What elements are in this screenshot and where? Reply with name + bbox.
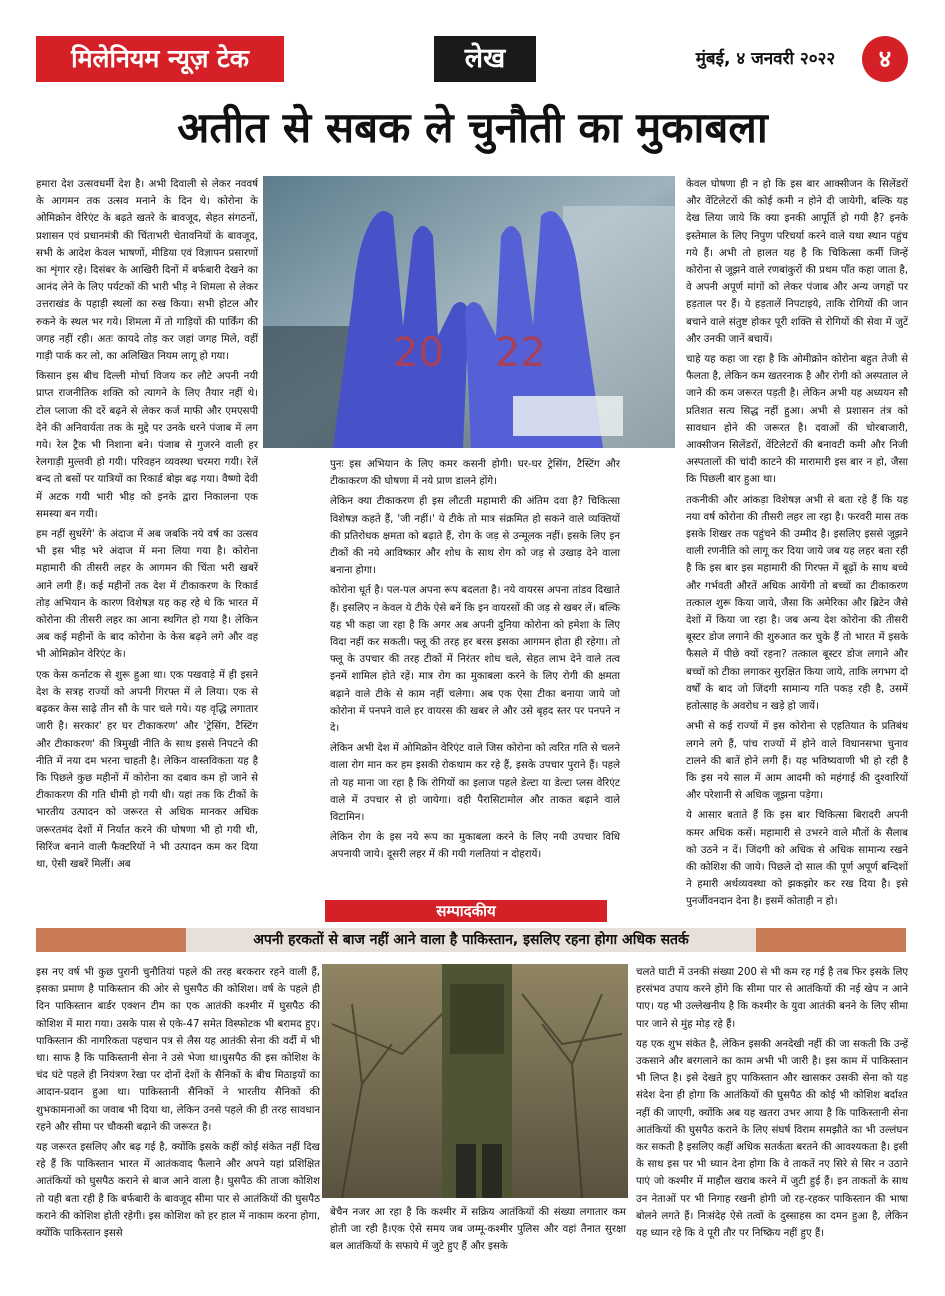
paragraph: यह एक शुभ संकेत है, लेकिन इसकी अनदेखी नहीं की जा सकती कि उन्हें उकसाने और बरगलाने का काम अभी भी जारी है। इस काम में पाकिस्तान भी लिप्त है। इसे देखते हुए पाकिस्तान और खासकर उसकी सेना को यह संदेश देना ही होगा कि आतंकियों की घुसपैठ की कोई भी कोशिश बर्दाश्त नहीं की जाएगी, क्योंकि अब यह खतरा उभर आया है कि पाकिस्तानी सेना आतंकियों की घुसपैठ कराने के लिए संघर्ष विराम समझौते का भी उल्लंघन कर सकती है इसलिए कहीं अधिक सतर्कता बरतने की आवश्यकता है। इसी के साथ इस पर भी ध्यान देना होगा कि वे ताकतें नए सिरे से सिर न उठाने पाएं जो कश्मीर में माहौल खराब करने में जुटी हुई हैं। इन ताकतों के साथ उन नेताओं पर भी निगाह रखनी होगी जो रह-रहकर पाकिस्तान की भाषा बोलने लगते हैं। निःसंदेह ऐसे तत्वों के दुस्साहस का दमन हुआ है, लेकिन यह ध्यान रहे कि वे पूरी तौर पर निष्क्रिय नहीं हुए हैं। (636, 1038, 908, 1240)
paragraph: बेचैन नजर आ रहा है कि कश्मीर में सक्रिय आतंकियों की संख्या लगातार कम होती जा रही है।एक ऐसे समय जब जम्मू-कश्मीर पुलिस और वहां तैनात सुरक्षा बल आतंकियों के सफाये में जुटे हुए हैं और इसके (330, 1207, 626, 1253)
paragraph: तकनीकी और आंकड़ा विशेषज्ञ अभी से बता रहे हैं कि यह नया वर्ष कोरोना की तीसरी लहर ला रहा है। फरवरी मास तक इसके शिखर तक पहुंचने की उम्मीद है। इसलिए इससे जूझने वाली रणनीति को लागू कर दिया जाये जब यह लहर बता रही है कि इस बार इस महामारी की गिरफ्त में बूढ़ों के साथ बच्चे और गर्भवती औरतें अधिक आयेंगी तो बच्चों का टीकाकरण तत्काल शुरू किया जाये, जैसा कि अमेरिका और ब्रिटेन जैसे देशों में किया जा रहा है। जब अन्य देश कोरोना की तीसरी बूस्टर डोज लगाने की शुरुआत कर चुके हैं तो भारत में इसके फैसले में पीछे क्यों रहना? तत्काल बूस्टर डोज लगाने और बच्चों को टीका लगाकर सुरक्षित किया जाये, ताकि लगभग दो वर्षों के बाद जो जिंदगी सामान्य गति पकड़ रही है, उसमें हतोत्साह के अवरोध न खड़े हो जायें। (686, 494, 908, 713)
paragraph: लेकिन अभी देश में ओमिक्रोन वेरिएंट वाले जिस कोरोना को त्वरित गति से चलने वाला रोग मान कर हम इसकी रोकथाम कर रहे हैं, इसके उपचार पुराने हैं। पहले तो यह माना जा रहा है कि रोगियों का इलाज पहले डेल्टा या डेल्टा प्लस वेरिएंट वाले में उपचार से हो जायेगा। वही पैरासिटामोल और ताकत बढ़ाने वाले विटामिन। (330, 743, 620, 824)
article-column-2 (330, 456, 620, 892)
editorial-banner: सम्पादकीय (325, 900, 607, 922)
editorial-column-1 (36, 964, 320, 1254)
editorial-column-3 (636, 964, 908, 1254)
article-column-1 (36, 176, 258, 892)
paragraph: लेकिन क्या टीकाकरण ही इस लौटती महामारी की अंतिम दवा है? चिकित्सा विशेषज्ञ कहते हैं, 'जी नहीं।' ये टीके तो मात्र संक्रमित हो सकने वाले व्यक्तियों की प्रतिरोधक क्षमता को बढ़ाते हैं, रोग के जड़ से उन्मूलक नहीं। इसके लिए इन टीकों की नये आविष्कार और शोध के साथ रोग को जड़ से उखाड़ देने वाला बनाना होगा। (330, 496, 620, 577)
paragraph: चाहे यह कहा जा रहा है कि ओमीक्रोन कोरोना बहुत तेजी से फैलता है, लेकिन कम खतरनाक है और रोगी को अस्पताल ले जाने की कम जरूरत पड़ती है। लेकिन अभी यह अध्ययन सौ प्रतिशत सत्य सिद्ध नहीं हुआ। अभी से प्रशासन तंत्र को सावधान होने की जरूरत है। दवाओं की चोरबाजारी, आक्सीजन सिलेंडरों, वेंटिलेटरों की बनावटी कमी और निजी अस्पतालों की चांदी काटने की मारामारी इस बार न हो, जैसा कि पिछली बार हुआ था। (686, 354, 908, 486)
article-headline: अतीत से सबक ले चुनौती का मुकाबला (177, 103, 768, 152)
glove-writing-left: 20 (393, 330, 444, 376)
newspaper-name: मिलेनियम न्यूज़ टेक (36, 36, 284, 82)
paragraph: हमारा देश उत्सवधर्मी देश है। अभी दिवाली से लेकर नववर्ष के आगमन तक उत्सव मनाने के दिन थे। कोरोना के ओमिक्रोन वेरिएंट के बढ़ते खतरे के बावजूद, सेहत संगठनों, प्रशासन एवं प्रधानमंत्री की चिंताभरी चेतावनियों के बावजूद, सभी के आदेश केवल भाषणों, मीडिया एवं विज्ञापन प्रसारणों का शृंगार रहे। दिसंबर के आखिरी दिनों में बर्फबारी देखने का आनंद लेने के लिए पर्यटकों की भारी भीड़ ने शिमला से लेकर उत्तराखंड के पहाड़ी स्थलों का रुख किया। सभी होटल और रुकने के स्थल भर गये। शिमला में तो गाड़ियों की पार्किंग की जगह नहीं रही। अतः कायदे तोड़ कर जहां जगह मिले, वहीं गाड़ी पार्क कर लो, का अलिखित नियम लागू हो गया। (36, 179, 258, 363)
paragraph: कोरोना धूर्त है। पल-पल अपना रूप बदलता है। नये वायरस अपना तांडव दिखाते हैं। इसलिए न केवल ये टीके ऐसे बनें कि इन वायरसों की जड़ से खबर लें। बल्कि यह भी कहा जा रहा है कि अगर अब अपनी दुनिया कोरोना को हमेशा के लिए विदा नहीं कर सकती। फ्लू की तरह हर बरस इसका आगमन होता ही रहेगा। तो फ्लू के उपचार की तरह टीकों में निरंतर शोध चले, सेहत लाभ देने वाले तत्व इनमें शामिल होते रहें। मात्र रोग का मुकाबला करने के लिए रोगी की क्षमता बढ़ाने वाले टीके से काम नहीं चलेगा। अब एक ऐसा टीका बनाया जाये जो कोरोना में पनपने वाले हर वायरस की खबर ले और उसे बृहद स्तर पर पनपने न दे। (330, 585, 620, 735)
covid-gloves-photo (263, 176, 675, 448)
paragraph: अभी से कई राज्यों में इस कोरोना से एहतियात के प्रतिबंध लगने लगे हैं, पांच राज्यों में होने वाले विधानसभा चुनाव टालने की बातें होने लगी हैं। यह भविष्यवाणी भी हो रही है कि इस नये साल में आम आदमी को महंगाई की दुश्वारियों और परेशानी से अधिक जूझना पड़ेगा। (686, 721, 908, 802)
dateline: मुंबई, ४ जनवरी २०२२ (695, 49, 836, 69)
section-label: लेख (434, 36, 536, 82)
paragraph: हम नहीं सुधरेंगे' के अंदाज में अब जबकि नये वर्ष का उत्सव भी इस भीड़ भरे अंदाज में मना लिया गया है। कोरोना महामारी की तीसरी लहर के आगमन की चिंता भरी खबरें आने लगी हैं। कई महीनों तक देश में टीकाकरण के रिकार्ड तोड़ अभियान के कारण विशेषज्ञ यह कह रहे थे कि भारत में कोरोना की तीसरी लहर का आना स्थगित हो गया है। लेकिन अब कई महीनों के बाद कोरोना के केस बढ़ने लगे और वह भी ओमिक्रोन वेरिएंट के। (36, 529, 258, 661)
paragraph: इस नए वर्ष भी कुछ पुरानी चुनौतियां पहले की तरह बरकरार रहने वाली हैं, इसका प्रमाण है पाकिस्तान की ओर से घुसपैठ की कोशिश। वर्ष के पहले ही दिन पाकिस्तान बार्डर एक्शन टीम का एक आतंकी कश्मीर में घुसपैठ की कोशिश में मारा गया। उसके पास से एके-47 समेत विस्फोटक भी बरामद हुए। पाकिस्तान की नागरिकता पहचान पत्र से लैस यह आतंकी सेना की वर्दी में भी था। साफ है कि पाकिस्तानी सेना ने उसे भेजा था।घुसपैठ की इस कोशिश के चंद घंटे पहले ही नियंत्रण रेखा पर दोनों देशों के सैनिकों के बीच मिठाइयों का आदान-प्रदान हुआ था। पाकिस्तानी सैनिकों ने भारतीय सैनिकों की शुभकामनाओं का जवाब भी दिया था, लेकिन उनसे पहले की ही तरह सावधान रहने और सीमा पर चौकसी बढ़ाने की जरूरत है। (36, 967, 320, 1133)
article-column-3 (686, 176, 908, 908)
paragraph: ये आसार बताते हैं कि इस बार चिकित्सा बिरादरी अपनी कमर अधिक कसें। महामारी से उभरने वाले मौतों के सैलाब को उठने न दें। जिंदगी को अधिक से अधिक सामान्य रखने की कोशिश की जाये। पिछले दो साल की पूर्ण अपूर्ण बन्दिशों ने हमारी अर्थव्यवस्था को झकझोर कर रख दिया है। इसे पुनर्जीवनदान देना है। इसमें कोताही न हो। (686, 810, 908, 908)
paragraph: किसान इस बीच दिल्ली मोर्चा विजय कर लौटे अपनी नयी प्राप्त राजनीतिक शक्ति को त्यागने के लिए तैयार नहीं थे। टोल प्लाजा की दरें बढ़ने से लेकर कर्ज माफी और एमएसपी देने की अनिवार्यता तक के मुद्दे पर उनके धरने पंजाब में लग गये। रेल ट्रैक भी निशाना बने। पंजाब से गुजरने वाली हर रेलगाड़ी मुल्तवी हो गयी। परिवहन व्यवस्था चरमरा गयी। रेलें बन्द तो बसों पर यात्रियों का रिकार्ड बोझ बढ़ गया। वैष्णो देवी में अटक गयी भारी भीड़ को इनके द्वारा निकालना एक समस्या बन गयी। (36, 371, 258, 520)
paragraph: चलते घाटी में उनकी संख्या 200 से भी कम रह गई है तब फिर इसके लिए हरसंभव उपाय करने होंगे कि सीमा पार से आतंकियों की नई खेप न आने पाए। यह भी उल्लेखनीय है कि कश्मीर के युवा आतंकी बनने के लिए सीमा पार जाने से मुंह मोड़ रहे हैं। (636, 967, 908, 1030)
paragraph: एक केस कर्नाटक से शुरू हुआ था। एक पखवाड़े में ही इसने देश के सत्रह राज्यों को अपनी गिरफ्त में ले लिया। एक से बढ़कर केस साढ़े तीन सौ के पार चले गये। यह वृद्धि लगातार जारी है। सरकार' हर घर टीकाकरण' और 'ट्रेसिंग, टैस्टिंग और टीकाकरण' की त्रिमुखी नीति के साथ इससे निपटने की नीति में नया दम भरना चाहती है। लेकिन वास्तविकता यह है कि पिछले कुछ महीनों में कोरोना का दबाव कम हो जाने से टीकाकरण की गति धीमी हो गयी थी। यहां तक कि टीकों के भारतीय उत्पादन को जरूरत से अधिक मानकर अधिक जरूरतमंद देशों में निर्यात करने की घोषणा भी हो गयी थी, सिरिंज बनाने वाली फैक्टरियों ने भी उत्पादन कम कर दिया था, ऐसी खबरें मिलीं। अब (36, 669, 258, 870)
page-number: ४ (862, 36, 908, 82)
paragraph: केवल घोषणा ही न हो कि इस बार आक्सीजन के सिलेंडरों और वेंटिलेटरों की कोई कमी न होने दी जायेगी, बल्कि यह देख लिया जाये कि क्या इनकी आपूर्ति हो गयी है? इनके इस्तेमाल के लिए निपुण परिचर्या करने वाले यथा स्थान पहुंच गये हैं। अभी तो हालत यह है कि चिकित्सा कर्मी जिन्हें कोरोना से जूझने वाले रणबांकुरों की प्रथम पाँत कहा जाता है, वे अपनी अपूर्ण मांगों को लेकर पंजाब और अन्य जगहों पर हड़ताल पर हैं। ये हड़तालें निपटाइये, ताकि रोगियों की जान बचाने वाले संतुष्ट होकर पूरी शक्ति से रोगियों की सेवा में जुटें और उनकी जानें बचायें। (686, 179, 908, 345)
glove-writing-right: 22 (495, 330, 546, 376)
editorial-headline: अपनी हरकतों से बाज नहीं आने वाला है पाकिस्तान, इसलिए रहना होगा अधिक सतर्क (253, 932, 689, 948)
paragraph: यह जरूरत इसलिए और बढ़ गई है, क्योंकि इसके कहीं कोई संकेत नहीं दिख रहे हैं कि पाकिस्तान भारत में आतंकवाद फैलाने और अपने यहां प्रशिक्षित आतंकियों को घुसपैठ कराने से बाज आने वाला है। घुसपैठ की ताजा कोशिश तो यही बता रही है कि बर्फबारी के बावजूद सीमा पार से आतंकियों की घुसपैठ कराने की कोशिश होती रहेगी। इस कोशिश को हर हाल में नाकाम करना होगा, क्योंकि पाकिस्तान इससे (36, 1142, 320, 1240)
masthead (36, 36, 906, 82)
paragraph: पुनः इस अभियान के लिए कमर कसनी होगी। घर-घर ट्रेसिंग, टैस्टिंग और टीकाकरण की घोषणा में नये प्राण डालने होंगे। (330, 459, 620, 488)
editorial-column-2 (330, 1204, 626, 1260)
paragraph: लेकिन रोग के इस नये रूप का मुकाबला करने के लिए नयी उपचार विधि अपनायी जाये। दूसरी लहर में की गयी गलतियां न दोहरायें। (330, 832, 620, 861)
soldier-photo (322, 964, 628, 1198)
